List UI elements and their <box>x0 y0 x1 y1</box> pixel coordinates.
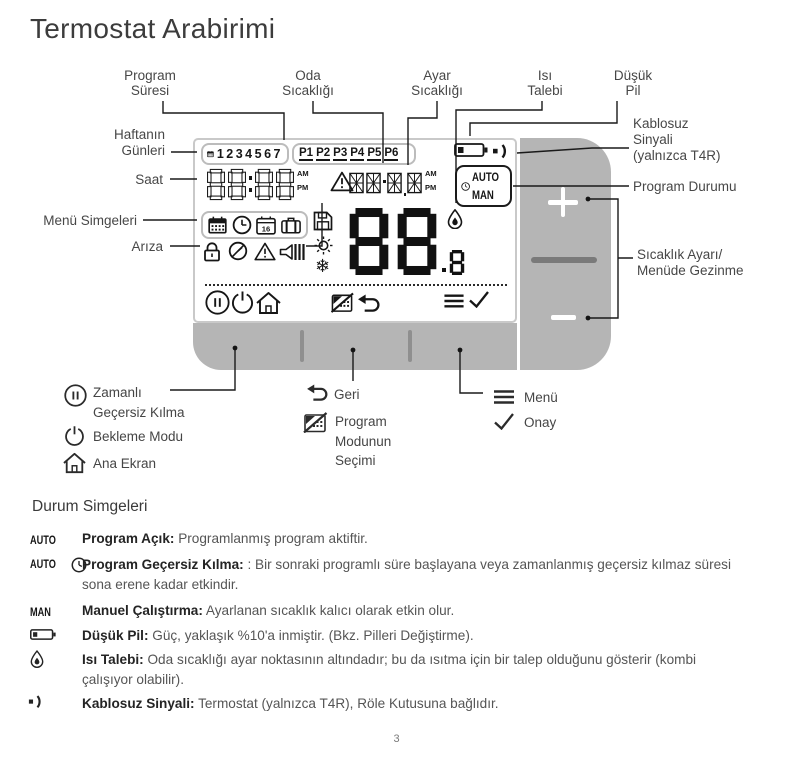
status-section-heading: Durum Simgeleri <box>32 498 148 515</box>
clock-digit <box>228 168 246 201</box>
callout-oda-sicakligi: Oda Sıcaklığı <box>282 68 334 98</box>
button-separator <box>300 330 304 362</box>
legend-confirm: Onay <box>524 415 557 430</box>
temp-pm-label: PM <box>425 183 437 192</box>
callout-sicaklik-ayari: Sıcaklık Ayarı/ Menüde Gezinme <box>637 247 744 278</box>
temp-decimal-dot <box>404 193 407 196</box>
page-number: 3 <box>393 733 400 745</box>
clock-pm-label: PM <box>297 183 309 192</box>
page-title: Termostat Arabirimi <box>30 13 276 44</box>
status-symbol-man: MAN <box>30 607 51 619</box>
callout-dusuk-pil: Düşük Pil <box>613 68 653 98</box>
temp-digit <box>387 169 402 197</box>
temp-digit <box>407 169 422 197</box>
callout-saat: Saat <box>135 172 163 187</box>
heat-demand-flame-icon <box>30 650 44 668</box>
clock-digit <box>276 168 294 201</box>
radiator-icon <box>279 242 305 262</box>
status-item: Isı Talebi: Oda sıcaklığı ayar noktasının altındadır; bu da ısıtma için bir talep olduğunu gösterir (kombi çalışıyor olabilir). <box>82 652 697 687</box>
status-item: Manuel Çalıştırma: Ayarlanan sıcaklık kalıcı olarak etkin olur. <box>82 603 455 618</box>
home-icon <box>62 452 87 474</box>
date-calendar-icon <box>256 216 276 235</box>
status-item: Program Açık: Programlanmış program aktiftir. <box>82 531 368 546</box>
temp-digit <box>366 169 381 197</box>
legend-back: Geri <box>334 387 360 402</box>
legend-program-mode: Program Modunun Seçimi <box>335 414 392 468</box>
standby-power-icon <box>231 290 254 315</box>
lcd-separator <box>205 284 507 286</box>
period-p1: P1 <box>299 147 314 159</box>
clock-colon <box>249 176 252 180</box>
temp-am-label: AM <box>425 169 437 178</box>
weekdays-group <box>201 143 289 165</box>
check-icon <box>492 412 516 430</box>
big-decimal-point <box>442 268 446 272</box>
program-periods-group <box>292 143 416 165</box>
big-digit <box>396 208 438 275</box>
callout-kablosuz-sinyali: Kablosuz Sinyali (yalnızca T4R) <box>633 116 721 163</box>
callout-haftanin-gunleri: Haftanın Günleri <box>113 127 165 158</box>
timed-override-icon <box>64 384 87 407</box>
schedule-calendar-icon <box>208 216 227 234</box>
status-item: Düşük Pil: Güç, yaklaşık %10'a inmiştir. (Bkz. Pilleri Değiştirme). <box>82 628 474 643</box>
calendar-day-number: 16 <box>262 224 271 234</box>
legend-home: Ana Ekran <box>93 456 157 471</box>
back-arrow-icon <box>355 294 381 312</box>
big-digit <box>348 208 390 275</box>
wireless-signal-icon <box>28 694 46 709</box>
button-separator <box>408 330 412 362</box>
snowflake-frost-icon: ❄ <box>315 256 331 277</box>
temp-mid-dot <box>383 180 386 183</box>
timed-override-icon <box>205 290 230 315</box>
holiday-suitcase-icon <box>281 216 301 234</box>
status-item: Kablosuz Sinyali: Termostat (yalnızca T4R), Röle Kutusuna bağlıdır. <box>82 696 499 711</box>
callout-program-suresi: Program Süresi <box>124 68 176 98</box>
callout-ayar-sicakligi: Ayar Sıcaklığı <box>411 68 463 98</box>
period-p3: P3 <box>333 147 348 159</box>
weekday-digits: 1234567 <box>216 147 283 161</box>
time-clock-icon <box>232 215 252 235</box>
legend-menu: Menü <box>524 390 558 405</box>
home-icon <box>255 291 282 315</box>
fault-warning-icon <box>254 242 276 261</box>
legend-standby: Bekleme Modu <box>93 429 184 444</box>
status-symbol-flame <box>30 650 44 668</box>
menu-icon <box>443 293 465 309</box>
callout-isi-talebi: Isı Talebi <box>527 68 563 98</box>
status-symbol-auto-timed: AUTO <box>30 557 87 573</box>
callout-program-durumu: Program Durumu <box>633 179 737 194</box>
lcd-display <box>193 138 517 323</box>
check-icon <box>468 290 490 308</box>
menu-icon <box>492 389 516 405</box>
program-mode-icon <box>331 292 354 313</box>
callout-ariza: Arıza <box>131 239 163 254</box>
calendar-icon <box>207 147 214 161</box>
standby-power-icon <box>64 425 85 447</box>
menu-icons-group <box>201 211 308 239</box>
status-symbol-battery <box>30 628 56 641</box>
clock-digit <box>207 168 225 201</box>
clock-digit <box>255 168 273 201</box>
back-arrow-icon <box>304 384 329 401</box>
status-symbol-signal <box>28 694 46 709</box>
wireless-signal-icon <box>492 143 512 159</box>
program-status-box <box>455 165 512 207</box>
low-battery-icon <box>454 142 488 158</box>
button-bar[interactable] <box>193 323 517 370</box>
legend-timed-override: Zamanlı Geçersiz Kılma <box>93 385 185 420</box>
program-mode-icon <box>303 412 328 433</box>
decimal-digit <box>449 250 465 275</box>
lock-icon <box>202 241 222 262</box>
period-p6: P6 <box>384 147 399 159</box>
timer-override-icon <box>228 241 248 261</box>
save-disk-icon <box>313 211 333 231</box>
status-symbol-auto: AUTO <box>30 535 56 547</box>
temp-digit <box>349 169 364 197</box>
clock-am-label: AM <box>297 169 309 178</box>
thermostat-side-panel <box>520 138 611 370</box>
period-p2: P2 <box>316 147 331 159</box>
man-label: MAN <box>472 188 495 202</box>
clock-icon <box>461 177 470 196</box>
auto-label: AUTO <box>472 170 500 184</box>
heat-demand-flame-icon <box>447 209 463 229</box>
period-p5: P5 <box>367 147 382 159</box>
clock-colon <box>249 188 252 192</box>
low-battery-icon <box>30 628 56 641</box>
panel-divider <box>531 257 597 263</box>
sun-comfort-icon <box>314 236 333 255</box>
period-p4: P4 <box>350 147 365 159</box>
callout-menu-simgeleri: Menü Simgeleri <box>43 213 137 228</box>
status-item: Program Geçersiz Kılma: : Bir sonraki programlı süre başlayana veya zamanlanmış geçersiz kılmaz süresi sona erene kadar etkindir. <box>82 557 731 592</box>
minus-button[interactable] <box>551 315 576 320</box>
